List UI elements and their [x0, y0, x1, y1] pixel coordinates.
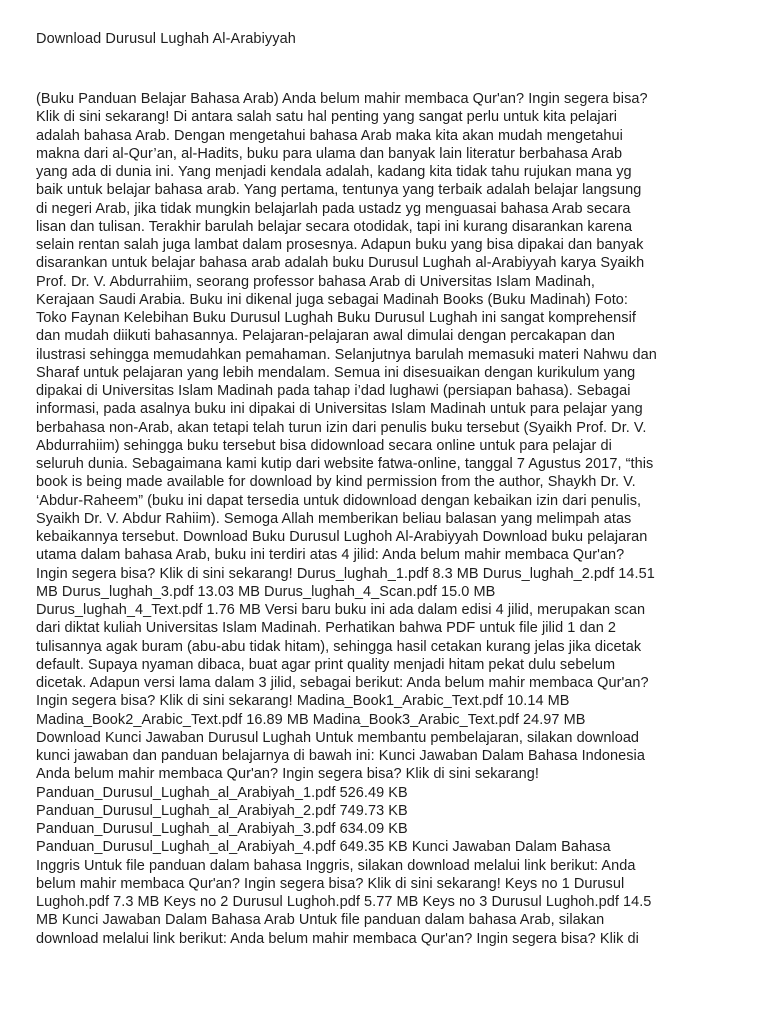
body-text-line: kunci jawaban dan panduan belajarnya di bawah ini: Kunci Jawaban Dalam Bahasa Indonesia	[36, 748, 645, 764]
body-text-line: Download Kunci Jawaban Durusul Lughah Untuk membantu pembelajaran, silakan download	[36, 729, 640, 746]
body-text-line: MB Durus_lughah_3.pdf 13.03 MB Durus_lughah_4_Scan.pdf 15.0 MB	[36, 583, 496, 600]
body-text-line: berbahasa non-Arab, akan tetapi telah turun izin dari penulis buku tersebut (Syaikh Prof. Dr. V.	[36, 419, 647, 436]
body-text-line: ilustrasi sehingga memudahkan pemahaman. Selanjutnya barulah memasuki materi Nahwu dan	[36, 346, 657, 363]
body-text-line: Madina_Book2_Arabic_Text.pdf 16.89 MB Madina_Book3_Arabic_Text.pdf 24.97 MB	[36, 711, 586, 728]
body-text-line: MB Kunci Jawaban Dalam Bahasa Arab Untuk file panduan dalam bahasa Arab, silakan	[36, 912, 605, 929]
body-text-line: dan mudah diikuti bahasannya. Pelajaran-pelajaran awal dimulai dengan percakapan dan	[36, 328, 615, 345]
body-text-line: Ingin segera bisa? Klik di sini sekarang! Durus_lughah_1.pdf 8.3 MB Durus_lughah_2.pdf 14.51	[36, 565, 655, 582]
body-text-line: belum mahir membaca Qur'an? Ingin segera bisa? Klik di sini sekarang! Keys no 1 Durusul	[36, 875, 625, 892]
body-text-line: (Buku Panduan Belajar Bahasa Arab) Anda belum mahir membaca Qur'an? Ingin segera bisa?	[36, 91, 648, 107]
body-text-line: Durus_lughah_4_Text.pdf 1.76 MB Versi baru buku ini ada dalam edisi 4 jilid, merupakan scan	[36, 602, 646, 618]
body-text-line: utama dalam bahasa Arab, buku ini terdiri atas 4 jilid: Anda belum mahir membaca Qur'an?	[36, 547, 625, 564]
body-text-line: Abdurrahiim) sehingga buku tersebut bisa didownload secara online untuk para pelajar di	[36, 437, 612, 454]
body-text-line: Syaikh Dr. V. Abdur Rahiim). Semoga Allah memberikan beliau balasan yang melimpah atas	[36, 510, 632, 527]
body-text-line: Toko Faynan Kelebihan Buku Durusul Lughah Buku Durusul Lughah ini sangat komprehensif	[36, 310, 636, 326]
body-text-line: seluruh dunia. Sebagaimana kami kutip dari website fatwa-online, tanggal 7 Agustus 2017, “this	[36, 456, 654, 472]
body-text-line: di negeri Arab, jika tidak mungkin belajarlah pada ustadz yg menguasai bahasa Arab secara	[36, 200, 631, 217]
document-body	[36, 90, 736, 948]
body-text-line: dipakai di Universitas Islam Madinah pada tahap i’dad lughawi (persiapan bahasa). Sebagai	[36, 383, 631, 399]
document-title: Download Durusul Lughah Al-Arabiyyah	[36, 31, 296, 47]
body-text-line: ‘Abdur-Raheem” (buku ini dapat tersedia untuk didownload dengan kebaikan izin dari penulis,	[36, 492, 642, 509]
body-text-line: default. Supaya nyaman dibaca, buat agar print quality menjadi hitam pekat dulu sebelum	[36, 656, 616, 673]
body-text-line: Kerajaan Saudi Arabia. Buku ini dikenal juga sebagai Madinah Books (Buku Madinah) Foto:	[36, 291, 628, 308]
body-text-line: Anda belum mahir membaca Qur'an? Ingin segera bisa? Klik di sini sekarang!	[36, 766, 539, 783]
body-text-line: Ingin segera bisa? Klik di sini sekarang! Madina_Book1_Arabic_Text.pdf 10.14 MB	[36, 693, 570, 710]
body-text-line: Panduan_Durusul_Lughah_al_Arabiyah_4.pdf 649.35 KB Kunci Jawaban Dalam Bahasa	[36, 839, 611, 856]
body-text-line: Lughoh.pdf 7.3 MB Keys no 2 Durusul Lughoh.pdf 5.77 MB Keys no 3 Durusul Lughoh.pdf 14.5	[36, 894, 652, 910]
body-text-line: selain rentan salah juga lambat dalam prosesnya. Adapun buku yang bisa dipakai dan banyak	[36, 237, 644, 253]
body-text-line: Klik di sini sekarang! Di antara salah satu hal penting yang sangat perlu untuk kita pelajari	[36, 109, 617, 126]
body-text-line: Panduan_Durusul_Lughah_al_Arabiyah_2.pdf 749.73 KB	[36, 802, 408, 819]
body-text-line: adalah bahasa Arab. Dengan mengetahui bahasa Arab maka kita akan mudah mengetahui	[36, 127, 623, 144]
body-text-line: book is being made available for download by kind permission from the author, Shaykh Dr. V.	[36, 474, 636, 491]
body-text-line: baik untuk belajar bahasa arab. Yang pertama, tentunya yang terbaik adalah belajar langsung	[36, 182, 642, 199]
body-text-line: dari diktat kuliah Universitas Islam Madinah. Perhatikan bahwa PDF untuk file jilid 1 dan 2	[36, 620, 617, 637]
body-text-line: lisan dan tulisan. Terakhir barulah belajar secara otodidak, tapi ini kurang disarankan karena	[36, 218, 633, 235]
body-text-line: makna dari al-Qur’an, al-Hadits, buku para ulama dan banyak lain literatur berbahasa Arab	[36, 145, 623, 162]
body-text-line: Panduan_Durusul_Lughah_al_Arabiyah_3.pdf 634.09 KB	[36, 821, 408, 837]
body-text-line: Prof. Dr. V. Abdurrahiim, seorang professor bahasa Arab di Universitas Islam Madinah,	[36, 273, 596, 290]
body-text-line: Inggris Untuk file panduan dalam bahasa Inggris, silakan download melalui link berikut: Anda	[36, 857, 636, 874]
body-text-line: download melalui link berikut: Anda belum mahir membaca Qur'an? Ingin segera bisa? Klik di	[36, 930, 639, 947]
body-text-line: tulisannya agak buram (abu-abu tidak hitam), sehingga hasil cetakan kurang jelas jika dicetak	[36, 638, 642, 655]
body-text-line: Panduan_Durusul_Lughah_al_Arabiyah_1.pdf 526.49 KB	[36, 784, 408, 801]
body-text-line: yang ada di dunia ini. Yang menjadi kendala adalah, kadang kita tidak tahu rujukan mana yg	[36, 164, 632, 180]
body-text-line: kebaikannya tersebut. Download Buku Durusul Lughoh Al-Arabiyyah Download buku pelajaran	[36, 529, 648, 545]
body-text-line: disarankan untuk belajar bahasa arab adalah buku Durusul Lughah al-Arabiyyah karya Syaikh	[36, 255, 645, 272]
body-text-line: dicetak. Adapun versi lama dalam 3 jilid, sebagai berikut: Anda belum mahir membaca Qur'an?	[36, 675, 649, 691]
body-text-line: Sharaf untuk pelajaran yang lebih mendalam. Semua ini disesuaikan dengan kurikulum yang	[36, 364, 636, 381]
body-text-line: informasi, pada asalnya buku ini dipakai di Universitas Islam Madinah untuk para pelajar yang	[36, 401, 643, 418]
